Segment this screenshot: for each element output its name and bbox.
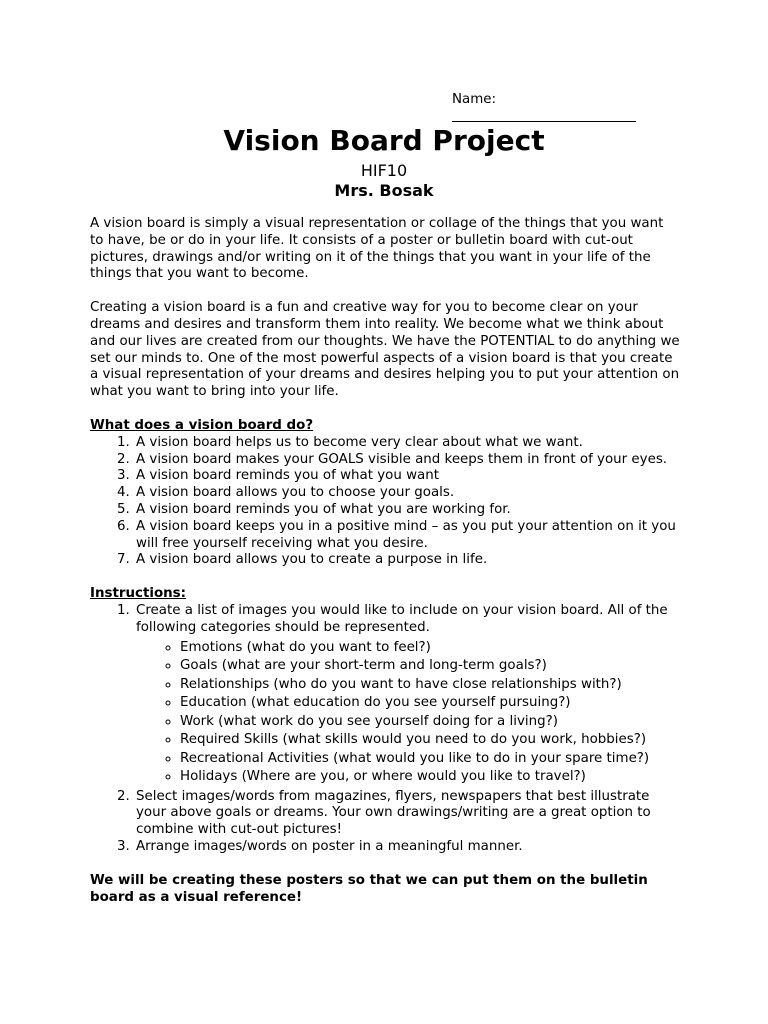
list-item: 7. A vision board allows you to create a purpose in life. — [134, 552, 680, 569]
intro-paragraph-1: A vision board is simply a visual representation or collage of the things that you want to have, be or do in your life. It consists of a poster or bulletin board with cut-out pictures, drawings and/or writing on it of the things that you want in your life of the things that you want to become. — [90, 216, 664, 282]
what-it-does-heading: What does a vision board do? — [90, 417, 314, 433]
list-item: 2. A vision board makes your GOALS visible and keeps them in front of your eyes. — [134, 452, 680, 469]
instruction-step-1 — [134, 603, 680, 787]
instructions-list — [90, 603, 680, 856]
category-item: ◦ Education (what education do you see yourself pursuing?) — [180, 694, 680, 713]
category-item: ◦ Holidays (Where are you, or where would you like to travel?) — [180, 768, 680, 787]
category-item: ◦ Work (what work do you see yourself doing for a living?) — [180, 713, 680, 732]
closing-statement: We will be creating these posters so that we can put them on the bulletin board as a visual reference! — [90, 872, 648, 905]
list-item: 1. A vision board helps us to become very clear about what we want. — [134, 435, 680, 452]
name-blank-line — [452, 108, 636, 122]
category-item: ◦ Goals (what are your short-term and long-term goals?) — [180, 657, 680, 676]
list-item: 6. A vision board keeps you in a positive mind – as you put your attention on it you will free yourself receiving what you desire. — [134, 519, 680, 553]
name-label: Name: — [452, 92, 497, 107]
what-it-does-list — [90, 435, 680, 569]
category-list — [136, 639, 680, 787]
list-item: 3. A vision board reminds you of what you want — [134, 468, 680, 485]
page-title: Vision Board Project — [223, 124, 545, 157]
document-body — [90, 216, 680, 906]
list-item: 5. A vision board reminds you of what you are working for. — [134, 502, 680, 519]
category-item: ◦ Emotions (what do you want to feel?) — [180, 639, 680, 658]
instruction-step-1-text: Create a list of images you would like to include on your vision board. All of the following categories should be represented. — [136, 602, 668, 635]
instructions-heading: Instructions: — [90, 586, 187, 602]
list-item: 4. A vision board allows you to choose your goals. — [134, 485, 680, 502]
category-item: ◦ Required Skills (what skills would you need to do you work, hobbies?) — [180, 731, 680, 750]
name-field — [452, 92, 652, 122]
teacher-name: Mrs. Bosak — [334, 181, 434, 200]
category-item: ◦ Recreational Activities (what would you like to do in your spare time?) — [180, 750, 680, 769]
course-code: HIF10 — [360, 161, 408, 180]
instruction-step-2: 2. Select images/words from magazines, flyers, newspapers that best illustrate your above goals or dreams. Your own drawings/writing are a great option to combine with cut-out pictures! — [134, 789, 680, 839]
instruction-step-3: 3. Arrange images/words on poster in a meaningful manner. — [134, 839, 680, 856]
intro-paragraph-2: Creating a vision board is a fun and creative way for you to become clear on your dreams and desires and transform them into reality. We become what we think about and our lives are created from our thoughts. We have the POTENTIAL to do anything we set our minds to. One of the most powerful aspects of a vision board is that you create a visual representation of your dreams and desires helping you to put your attention on what you want to bring into your life. — [90, 300, 680, 400]
category-item: ◦ Relationships (who do you want to have close relationships with?) — [180, 676, 680, 695]
